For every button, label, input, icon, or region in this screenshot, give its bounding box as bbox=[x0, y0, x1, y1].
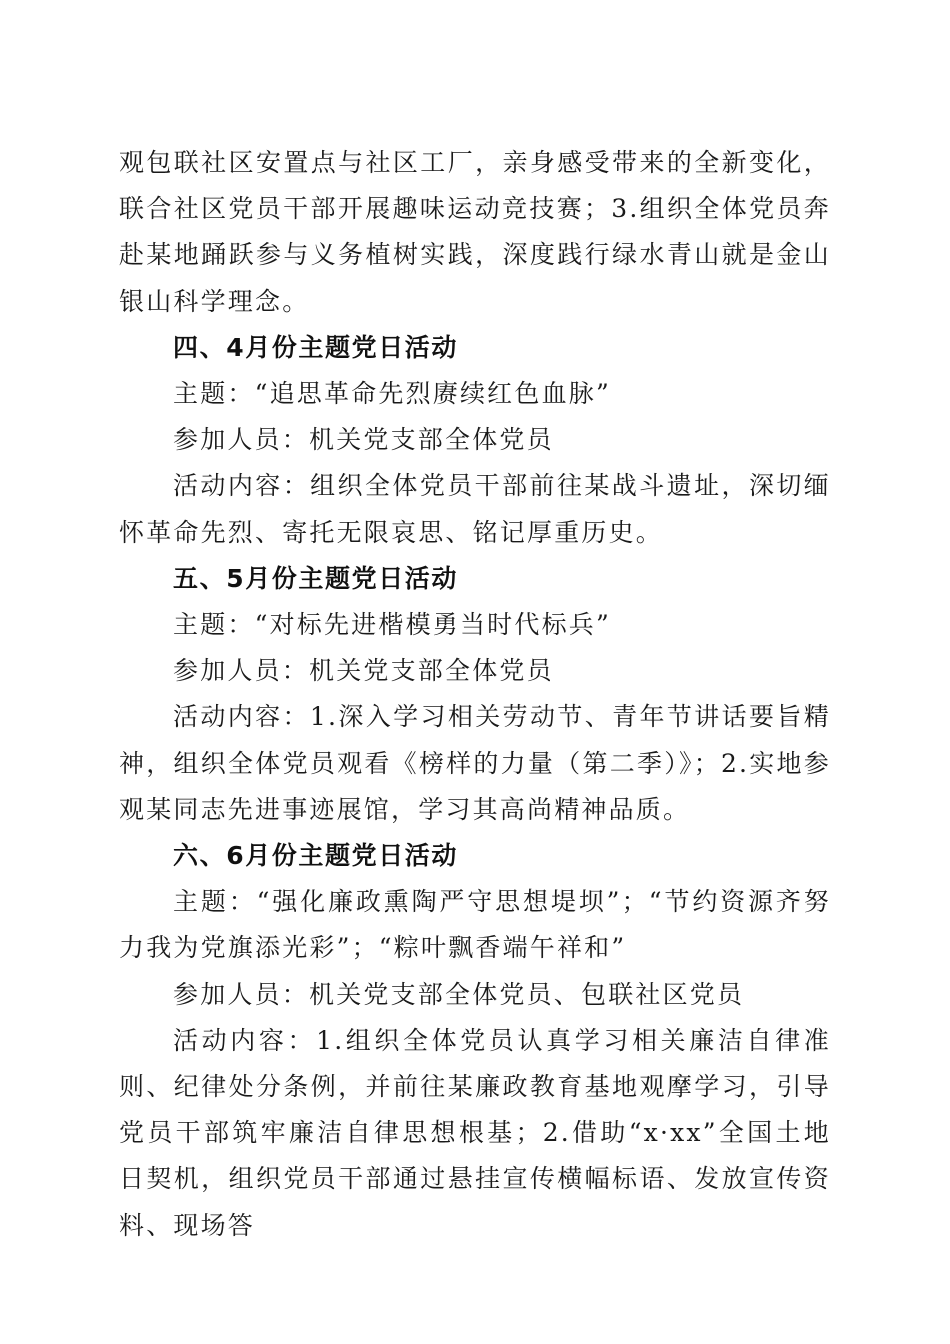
section-content-june: 活动内容：1.组织全体党员认真学习相关廉洁自律准则、纪律处分条例，并前往某廉政教育基地观摩学习，引导党员干部筑牢廉洁自律思想根基；2.借助“x·xx”全国土地日契机，组织党员干部通过悬挂宣传横幅标语、发放宣传资料、现场答 bbox=[119, 1025, 831, 1240]
section-heading-april: 四、4月份主题党日活动 bbox=[173, 332, 458, 362]
intro-paragraph: 观包联社区安置点与社区工厂，亲身感受带来的全新变化，联合社区党员干部开展趣味运动竞技赛；3.组织全体党员奔赴某地踊跃参与义务植树实践，深度践行绿水青山就是金山银山科学理念。 bbox=[119, 148, 831, 316]
document-body bbox=[119, 140, 831, 1249]
section-participants-june: 参加人员：机关党支部全体党员、包联社区党员 bbox=[173, 979, 745, 1009]
section-heading-june: 六、6月份主题党日活动 bbox=[173, 841, 458, 871]
section-theme-june: 主题：“强化廉政熏陶严守思想堤坝”；“节约资源齐努力我为党旗添光彩”；“粽叶飘香端午祥和” bbox=[119, 887, 831, 963]
section-theme-may: 主题：“对标先进楷模勇当时代标兵” bbox=[173, 610, 611, 640]
section-heading-may: 五、5月份主题党日活动 bbox=[173, 563, 458, 593]
section-content-may: 活动内容：1.深入学习相关劳动节、青年节讲话要旨精神，组织全体党员观看《榜样的力量（第二季）》；2.实地参观某同志先进事迹展馆，学习其高尚精神品质。 bbox=[119, 702, 831, 824]
section-participants-may: 参加人员：机关党支部全体党员 bbox=[173, 656, 554, 686]
section-theme-april: 主题：“追思革命先烈赓续红色血脉” bbox=[173, 379, 611, 409]
section-content-april: 活动内容：组织全体党员干部前往某战斗遗址，深切缅怀革命先烈、寄托无限哀思、铭记厚重历史。 bbox=[119, 471, 831, 547]
section-participants-april: 参加人员：机关党支部全体党员 bbox=[173, 425, 554, 455]
